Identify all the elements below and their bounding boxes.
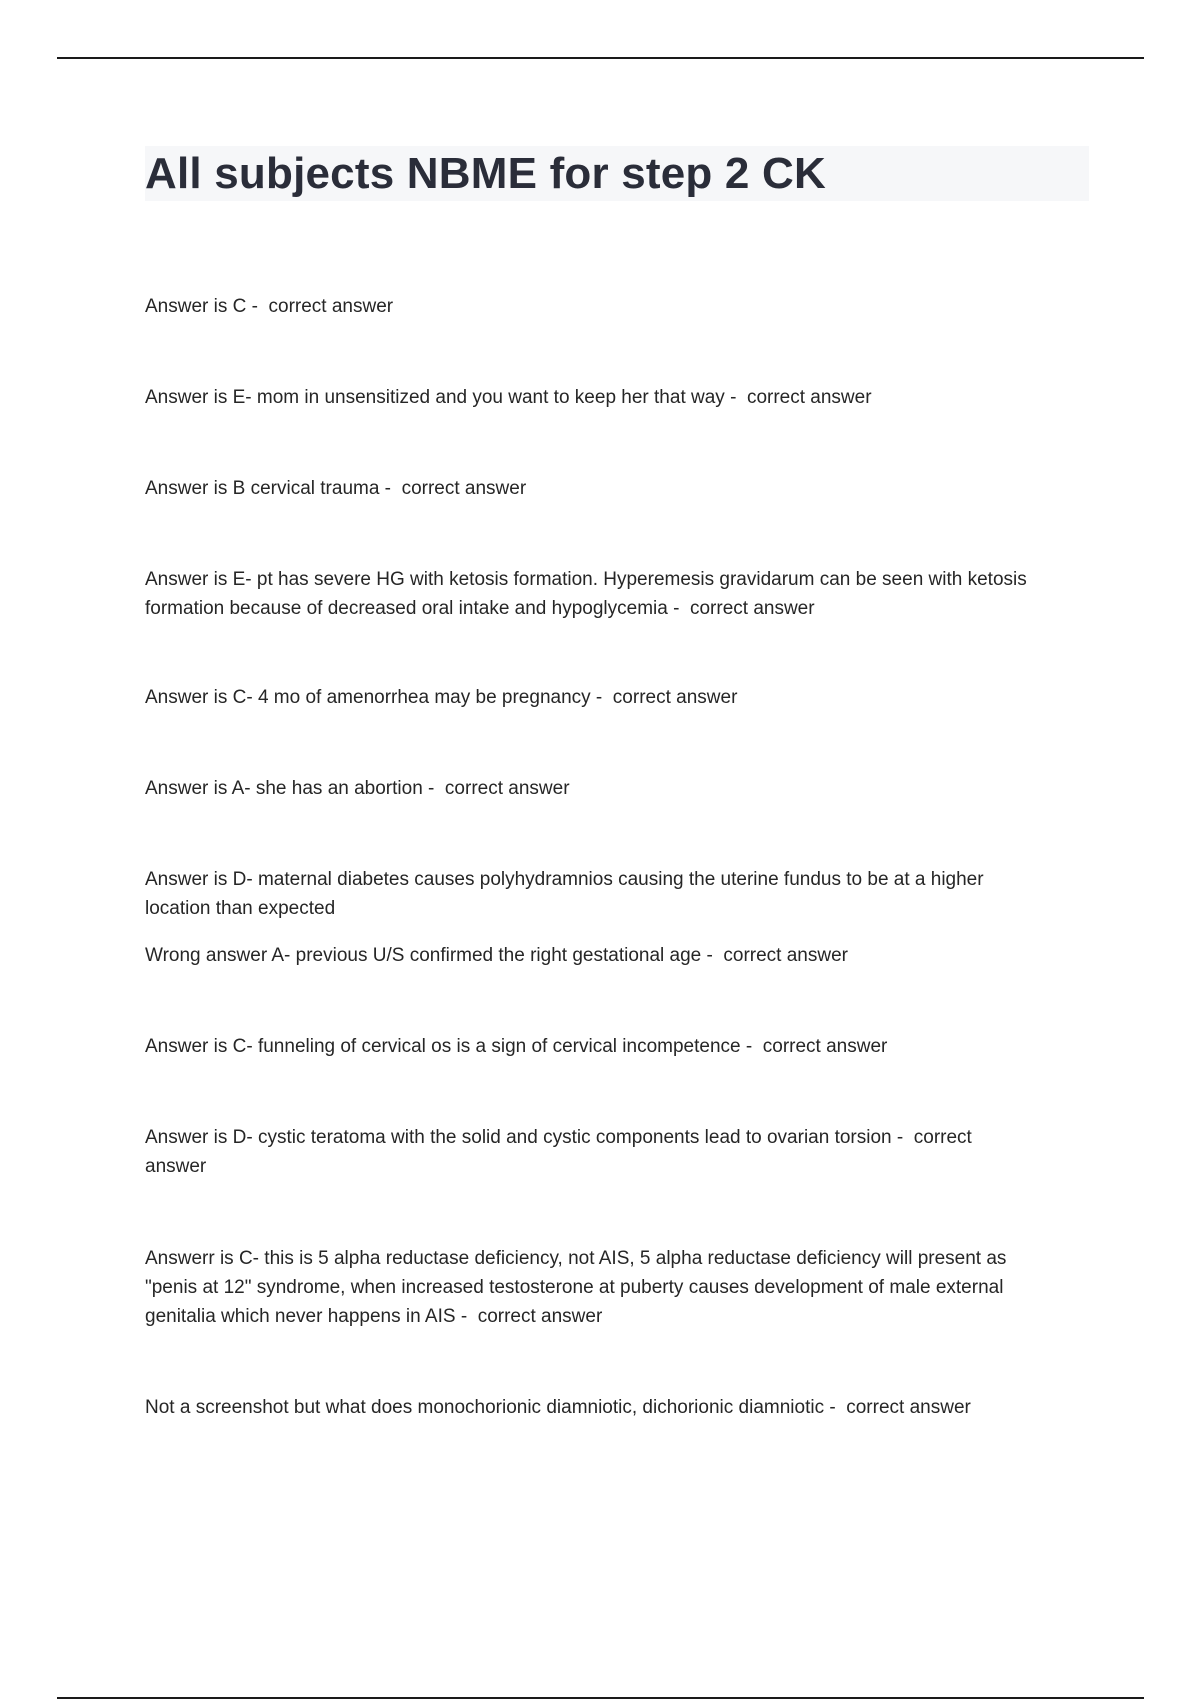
answer-line: genitalia which never happens in AIS - correct answer (145, 1306, 603, 1327)
answer-line: "penis at 12" syndrome, when increased testosterone at puberty causes development of male external (145, 1277, 1004, 1298)
answer-entry-1 (145, 292, 1085, 321)
bottom-rule (57, 1697, 1144, 1699)
answer-entry-10 (145, 1123, 1085, 1181)
top-rule (57, 57, 1144, 59)
answer-entry-5 (145, 683, 1085, 712)
answer-line: Answerr is C- this is 5 alpha reductase deficiency, not AIS, 5 alpha reductase deficiency will present as (145, 1248, 1007, 1269)
answer-line: formation because of decreased oral intake and hypoglycemia - correct answer (145, 598, 815, 619)
answer-entry-3 (145, 474, 1085, 503)
answer-entry-4 (145, 565, 1085, 623)
answer-line: Answer is C- 4 mo of amenorrhea may be pregnancy - correct answer (145, 687, 738, 708)
answer-entry-6 (145, 774, 1085, 803)
answer-line: Answer is D- cystic teratoma with the solid and cystic components lead to ovarian torsion - correct (145, 1127, 972, 1148)
answer-entry-2 (145, 383, 1085, 412)
answer-line: Answer is B cervical trauma - correct answer (145, 478, 527, 499)
answer-line: Not a screenshot but what does monochorionic diamniotic, dichorionic diamniotic - correct answer (145, 1397, 971, 1418)
answer-entry-11 (145, 1244, 1085, 1331)
answer-line: Answer is C - correct answer (145, 296, 394, 317)
answer-entry-12 (145, 1393, 1085, 1422)
answer-line: location than expected (145, 898, 336, 919)
document-title: All subjects NBME for step 2 CK (145, 149, 826, 198)
answer-entry-7 (145, 865, 1085, 923)
answer-line: Answer is E- mom in unsensitized and you want to keep her that way - correct answer (145, 387, 872, 408)
answer-entry-8 (145, 941, 1085, 970)
answer-line: Answer is A- she has an abortion - correct answer (145, 778, 570, 799)
answer-line: Answer is C- funneling of cervical os is a sign of cervical incompetence - correct answer (145, 1036, 888, 1057)
answer-entry-9 (145, 1032, 1085, 1061)
answer-line: answer (145, 1156, 207, 1177)
answer-line: Answer is E- pt has severe HG with ketosis formation. Hyperemesis gravidarum can be seen with ketosis (145, 569, 1027, 590)
answer-line: Wrong answer A- previous U/S confirmed the right gestational age - correct answer (145, 945, 848, 966)
answer-line: Answer is D- maternal diabetes causes polyhydramnios causing the uterine fundus to be at a higher (145, 869, 984, 890)
